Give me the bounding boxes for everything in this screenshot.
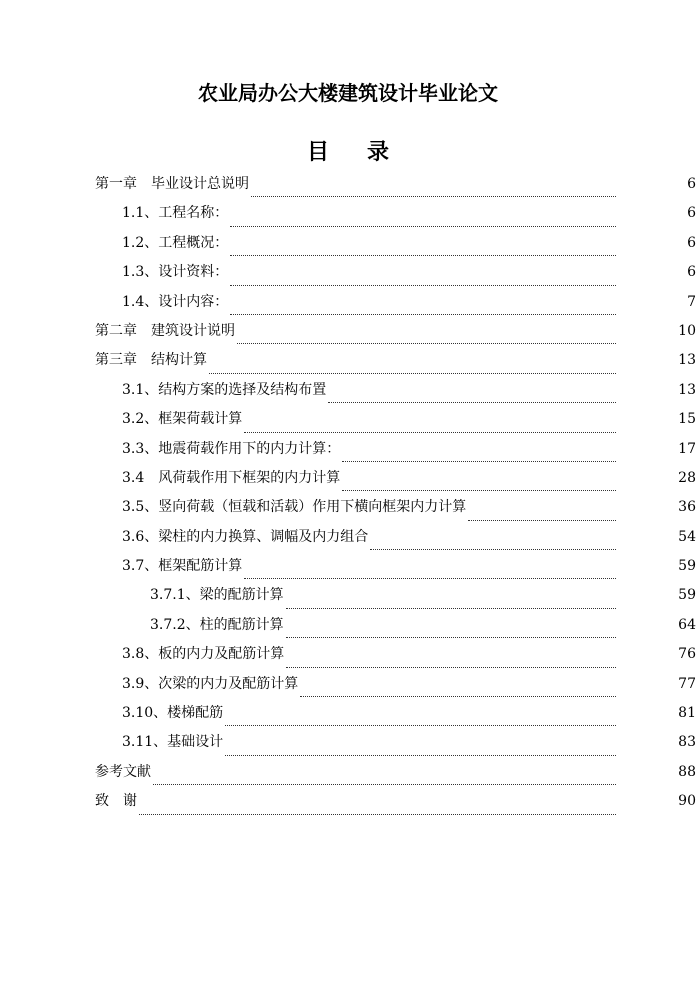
toc-entry[interactable] [0, 319, 696, 348]
toc-entry-label: 3.6、梁柱的内力换算、调幅及内力组合 [122, 528, 369, 545]
toc-heading: 目录 [306, 139, 427, 165]
toc-dot-leader [230, 284, 616, 286]
toc-entry[interactable] [0, 466, 696, 495]
toc-entry-label: 3.10、楼梯配筋 [122, 705, 224, 722]
document-title: 农业局办公大楼建筑设计毕业论文 [198, 81, 498, 105]
toc-entry[interactable] [0, 672, 696, 701]
toc-entry-label: 第一章 毕业设计总说明 [95, 176, 249, 192]
toc-dot-leader [244, 577, 616, 579]
toc-entry-page: 13 [678, 352, 696, 369]
toc-entry-page: 6 [687, 234, 696, 251]
toc-entry-label: 3.4 风荷载作用下框架的内力计算 [122, 469, 341, 486]
toc-entry-label: 1.4、设计内容： [122, 293, 229, 310]
toc-dot-leader [342, 460, 616, 462]
toc-dot-leader [468, 519, 616, 521]
toc-entry-page: 59 [678, 558, 696, 575]
toc-entry-page: 64 [678, 616, 696, 633]
toc-entry-page: 54 [678, 528, 696, 545]
toc-entry-label: 3.2、框架荷载计算 [122, 411, 243, 428]
toc-entry[interactable] [0, 554, 696, 583]
toc-dot-leader [300, 695, 616, 697]
toc-entry[interactable] [0, 583, 696, 612]
toc-entry[interactable] [0, 378, 696, 407]
toc-entry[interactable] [0, 407, 696, 436]
toc-entry-label: 3.11、基础设计 [122, 734, 224, 751]
toc-entry-label: 3.3、地震荷载作用下的内力计算： [122, 440, 341, 457]
toc-entry-label: 1.2、工程概况： [122, 234, 229, 251]
toc-entry-page: 59 [678, 587, 696, 604]
toc-entry-page: 77 [678, 675, 696, 692]
toc-entry-page: 81 [678, 705, 696, 722]
toc-entry[interactable] [0, 437, 696, 466]
toc-entry[interactable] [0, 260, 696, 289]
toc-entry-page: 7 [687, 293, 696, 310]
toc-entry[interactable] [0, 172, 696, 201]
toc-entry[interactable] [0, 789, 696, 818]
toc-dot-leader [153, 783, 616, 785]
toc-entry-label: 3.7.1、梁的配筋计算 [150, 587, 284, 604]
toc-entry-page: 28 [678, 469, 696, 486]
toc-dot-leader [328, 401, 616, 403]
toc-dot-leader [225, 754, 616, 756]
toc-entry-page: 76 [678, 646, 696, 663]
toc-entry-label: 3.7.2、柱的配筋计算 [150, 616, 284, 633]
toc-dot-leader [286, 636, 616, 638]
toc-dot-leader [237, 342, 616, 344]
toc-entry[interactable] [0, 701, 696, 730]
toc-entry[interactable] [0, 290, 696, 319]
toc-dot-leader [342, 489, 616, 491]
toc-entry[interactable] [0, 642, 696, 671]
toc-entry-page: 83 [678, 734, 696, 751]
toc-entry-page: 13 [678, 381, 696, 398]
table-of-contents [0, 172, 696, 819]
toc-entry-page: 88 [678, 763, 696, 780]
toc-entry-label: 1.3、设计资料： [122, 264, 229, 281]
toc-dot-leader [286, 607, 616, 609]
toc-dot-leader [286, 666, 616, 668]
toc-entry-page: 17 [678, 440, 696, 457]
toc-entry-page: 36 [678, 499, 696, 516]
toc-entry-label: 第二章 建筑设计说明 [95, 322, 235, 339]
toc-entry-label: 3.5、竖向荷载（恒载和活载）作用下横向框架内力计算 [122, 499, 467, 516]
toc-dot-leader [370, 548, 616, 550]
toc-entry-page: 6 [687, 264, 696, 281]
toc-entry-label: 3.8、板的内力及配筋计算 [122, 646, 285, 663]
toc-entry-label: 3.9、次梁的内力及配筋计算 [122, 675, 299, 692]
toc-entry-label: 1.1、工程名称： [122, 205, 229, 222]
toc-dot-leader [244, 431, 616, 433]
toc-entry[interactable] [0, 760, 696, 789]
toc-dot-leader [230, 225, 616, 227]
toc-entry-label: 第三章 结构计算 [95, 352, 207, 369]
toc-entry[interactable] [0, 495, 696, 524]
toc-entry[interactable] [0, 613, 696, 642]
toc-entry[interactable] [0, 348, 696, 377]
toc-entry-label: 参考文献 [95, 763, 151, 780]
toc-entry-page: 6 [687, 205, 696, 222]
toc-dot-leader [209, 372, 616, 374]
toc-entry-page: 90 [678, 793, 696, 810]
toc-dot-leader [251, 195, 616, 197]
toc-entry-label: 致 谢 [95, 793, 137, 810]
toc-dot-leader [230, 313, 616, 315]
toc-entry[interactable] [0, 730, 696, 759]
toc-entry-label: 3.1、结构方案的选择及结构布置 [122, 381, 327, 398]
toc-entry-page: 6 [687, 176, 696, 192]
toc-dot-leader [139, 813, 616, 815]
toc-entry-page: 15 [678, 411, 696, 428]
toc-entry-page: 10 [678, 322, 696, 339]
toc-entry[interactable] [0, 231, 696, 260]
toc-entry[interactable] [0, 201, 696, 230]
toc-entry-label: 3.7、框架配筋计算 [122, 558, 243, 575]
toc-dot-leader [230, 254, 616, 256]
toc-dot-leader [225, 724, 616, 726]
toc-entry[interactable] [0, 525, 696, 554]
